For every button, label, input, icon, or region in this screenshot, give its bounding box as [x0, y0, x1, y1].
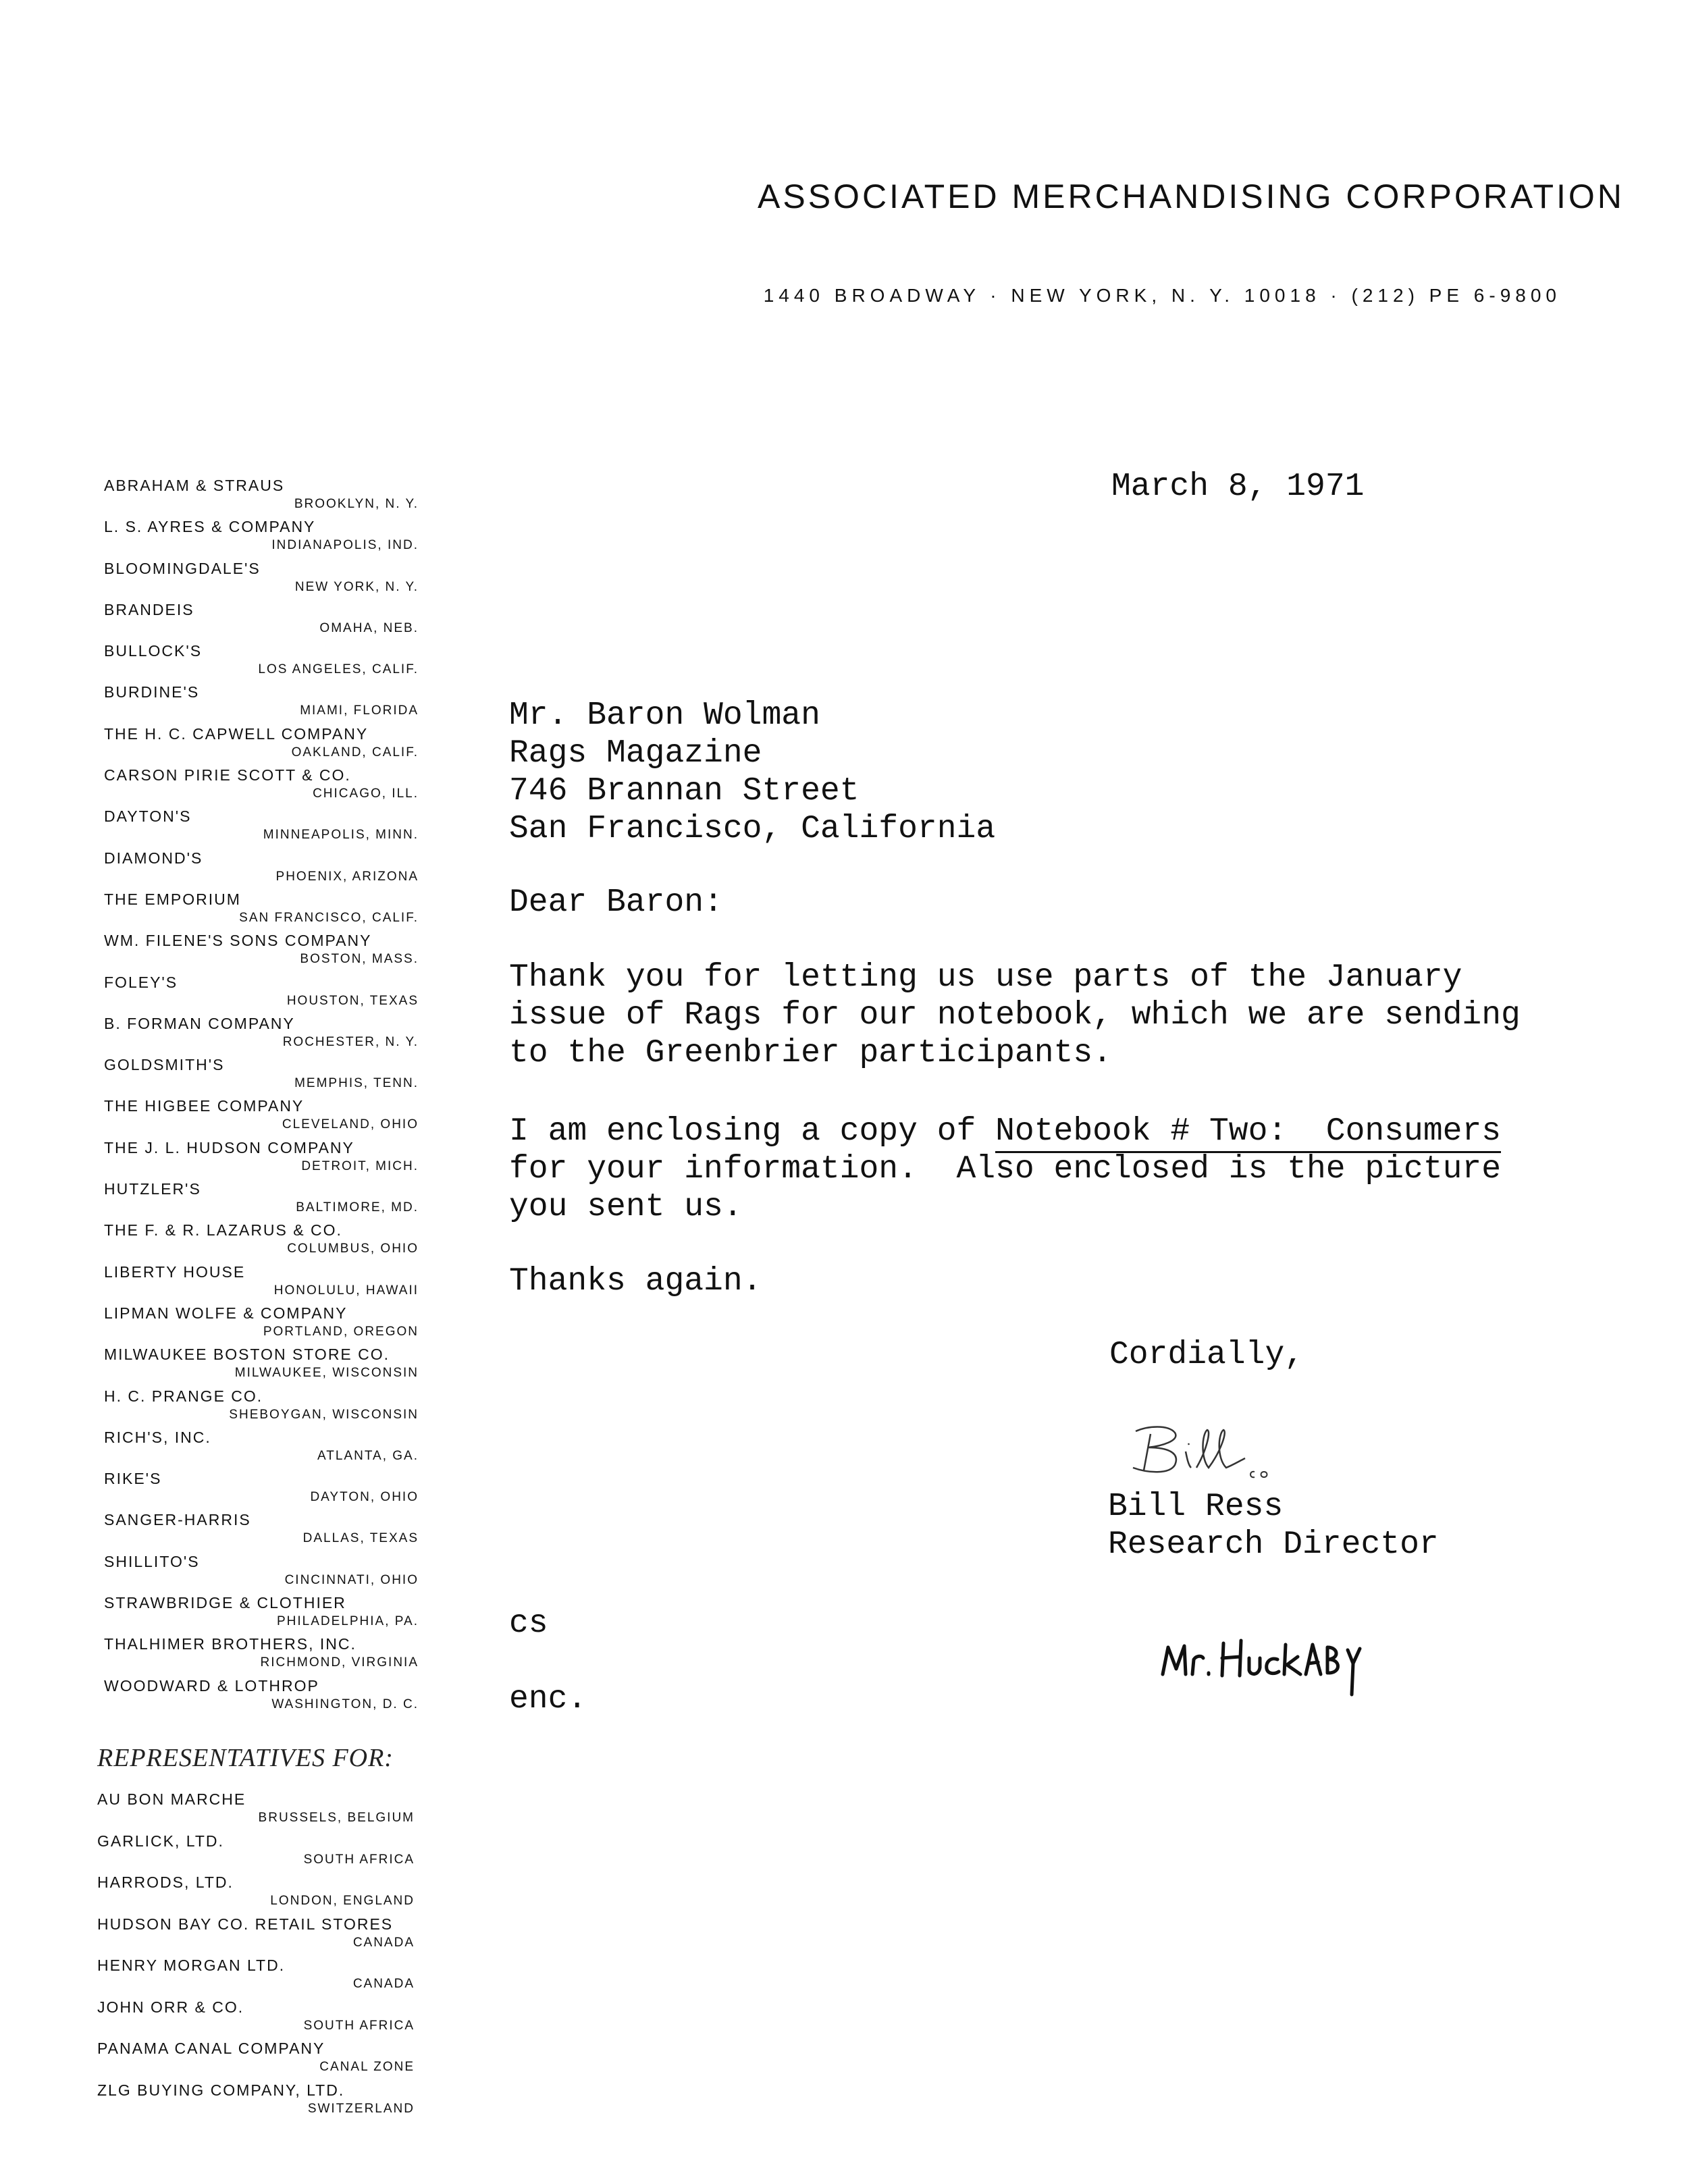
representatives-list	[95, 1790, 415, 2123]
signer-title: Research Director	[1108, 1526, 1439, 1563]
store-location: BOSTON, MASS.	[300, 952, 419, 967]
store-entry	[95, 1553, 419, 1594]
store-entry	[95, 1677, 419, 1718]
representative-entry	[95, 1956, 415, 1998]
store-location: CINCINNATI, OHIO	[284, 1572, 419, 1587]
store-location: RICHMOND, VIRGINIA	[260, 1655, 419, 1670]
representative-entry	[95, 1915, 415, 1957]
body-text: I am enclosing a copy of	[509, 1113, 996, 1150]
store-name: PANAMA CANAL COMPANY	[97, 2040, 325, 2057]
store-location: MINNEAPOLIS, MINN.	[263, 828, 419, 843]
body-line: Thank you for letting us use parts of the January	[509, 959, 1462, 996]
store-location: ATLANTA, GA.	[317, 1448, 419, 1463]
store-location: CLEVELAND, OHIO	[282, 1117, 419, 1132]
body-paragraph-3: Thanks again.	[509, 1263, 762, 1300]
store-location: DALLAS, TEXAS	[302, 1531, 419, 1546]
store-location: SWITZERLAND	[307, 2101, 415, 2116]
store-entry	[95, 1594, 419, 1635]
store-location: PHOENIX, ARIZONA	[275, 869, 419, 884]
recipient-line: San Francisco, California	[509, 811, 996, 847]
store-name: CARSON PIRIE SCOTT & CO.	[104, 766, 351, 784]
store-location: ROCHESTER, N. Y.	[282, 1034, 419, 1049]
store-name: RIKE'S	[104, 1470, 162, 1488]
store-entry	[95, 725, 419, 766]
store-entry	[95, 890, 419, 932]
store-entry	[95, 1015, 419, 1056]
store-location: PHILADELPHIA, PA.	[277, 1614, 419, 1629]
store-entry	[95, 932, 419, 973]
store-name: THE J. L. HUDSON COMPANY	[104, 1138, 354, 1156]
store-name: SHILLITO'S	[104, 1552, 200, 1570]
representative-entry	[95, 1832, 415, 1874]
store-name: THE F. & R. LAZARUS & CO.	[104, 1221, 342, 1240]
handwritten-signature	[1121, 1411, 1283, 1485]
store-name: FOLEY'S	[104, 973, 178, 991]
representative-entry	[95, 1790, 415, 1832]
store-name: GARLICK, LTD.	[97, 1832, 224, 1850]
store-name: BLOOMINGDALE'S	[104, 559, 261, 577]
letter-date: March 8, 1971	[1111, 469, 1365, 505]
store-location: BROOKLYN, N. Y.	[294, 497, 419, 511]
store-name: DIAMOND'S	[104, 849, 203, 867]
store-entry	[95, 1470, 419, 1511]
signer-name: Bill Ress	[1108, 1489, 1284, 1525]
store-entry	[95, 1097, 419, 1138]
store-entry	[95, 1221, 419, 1262]
store-name: L. S. AYRES & COMPANY	[104, 518, 316, 536]
store-entry	[95, 601, 419, 642]
store-name: THE EMPORIUM	[104, 890, 241, 908]
store-name: BURDINE'S	[104, 683, 200, 701]
store-name: BULLOCK'S	[104, 642, 203, 660]
store-entry	[95, 560, 419, 601]
body-line: you sent us.	[509, 1189, 743, 1225]
recipient-line: Rags Magazine	[509, 735, 762, 772]
store-entry	[95, 1387, 419, 1429]
store-name: STRAWBRIDGE & CLOTHIER	[104, 1594, 346, 1612]
store-location: BALTIMORE, MD.	[296, 1200, 419, 1215]
store-name: THALHIMER BROTHERS, INC.	[104, 1635, 357, 1653]
store-location: CHICAGO, ILL.	[313, 787, 419, 801]
store-name: LIPMAN WOLFE & COMPANY	[104, 1304, 348, 1322]
store-location: DAYTON, OHIO	[310, 1490, 419, 1505]
store-name: SANGER-HARRIS	[104, 1511, 251, 1529]
store-location: PORTLAND, OREGON	[263, 1324, 419, 1339]
store-location: MEMPHIS, TENN.	[294, 1076, 419, 1091]
store-location: INDIANAPOLIS, IND.	[271, 538, 419, 553]
store-location: CANADA	[352, 1935, 415, 1950]
signature-block	[1108, 1488, 1439, 1564]
store-location: DETROIT, MICH.	[301, 1158, 419, 1173]
representative-entry	[95, 2040, 415, 2081]
store-name: HENRY MORGAN LTD.	[97, 1956, 286, 1974]
body-line	[509, 1113, 1501, 1150]
store-name: HUTZLER'S	[104, 1180, 201, 1198]
store-location: COLUMBUS, OHIO	[287, 1242, 419, 1256]
store-location: HONOLULU, HAWAII	[273, 1283, 419, 1298]
store-entry	[95, 683, 419, 724]
store-name: ZLG BUYING COMPANY, LTD.	[97, 2081, 345, 2099]
store-location: OMAHA, NEB.	[319, 620, 419, 635]
store-location: WASHINGTON, D. C.	[271, 1697, 419, 1711]
letterhead-company-name: ASSOCIATED MERCHANDISING CORPORATION	[758, 178, 1625, 215]
store-name: WM. FILENE'S SONS COMPANY	[104, 932, 372, 950]
store-name: AU BON MARCHE	[97, 1790, 246, 1808]
salutation: Dear Baron:	[509, 884, 723, 921]
body-line: to the Greenbrier participants.	[509, 1035, 1112, 1071]
recipient-line: Mr. Baron Wolman	[509, 697, 820, 734]
store-name: ABRAHAM & STRAUS	[104, 477, 285, 494]
store-entry	[95, 477, 419, 518]
notebook-title: Notebook # Two: Consumers	[995, 1113, 1501, 1153]
store-location: SAN FRANCISCO, CALIF.	[239, 910, 419, 925]
handwritten-note	[1159, 1627, 1388, 1701]
store-location: NEW YORK, N. Y.	[294, 579, 419, 594]
store-entry	[95, 849, 419, 890]
store-entry	[95, 1263, 419, 1304]
store-entry	[95, 1511, 419, 1552]
store-location: CANADA	[352, 1977, 415, 1991]
store-entry	[95, 1429, 419, 1470]
store-name: LIBERTY HOUSE	[104, 1262, 246, 1281]
store-location: MILWAUKEE, WISCONSIN	[234, 1366, 419, 1381]
representative-entry	[95, 1998, 415, 2040]
recipient-address	[509, 697, 995, 848]
store-location: BRUSSELS, BELGIUM	[258, 1811, 415, 1825]
store-entry	[95, 1304, 419, 1346]
body-paragraph-2	[509, 1113, 1501, 1226]
representative-entry	[95, 1873, 415, 1915]
store-entry	[95, 766, 419, 807]
store-location: SOUTH AFRICA	[303, 1852, 415, 1867]
representative-entry	[95, 2081, 415, 2123]
store-entry	[95, 1180, 419, 1221]
store-entry	[95, 1139, 419, 1180]
typist-initials: cs	[509, 1605, 548, 1642]
body-line: for your information. Also enclosed is the picture	[509, 1151, 1502, 1188]
store-entry	[95, 1635, 419, 1676]
store-location: LOS ANGELES, CALIF.	[258, 662, 419, 677]
store-location: HOUSTON, TEXAS	[286, 993, 419, 1008]
store-entry	[95, 807, 419, 849]
store-entry	[95, 1346, 419, 1387]
store-entry	[95, 974, 419, 1015]
store-name: MILWAUKEE BOSTON STORE CO.	[104, 1346, 390, 1364]
store-entry	[95, 642, 419, 683]
body-paragraph-1	[509, 959, 1521, 1072]
store-name: BRANDEIS	[104, 600, 194, 618]
store-name: THE HIGBEE COMPANY	[104, 1097, 305, 1115]
store-location: MIAMI, FLORIDA	[300, 703, 419, 718]
store-entry	[95, 518, 419, 559]
store-location: OAKLAND, CALIF.	[291, 745, 419, 760]
store-name: B. FORMAN COMPANY	[104, 1014, 295, 1032]
representatives-heading: REPRESENTATIVES FOR:	[97, 1744, 394, 1772]
recipient-line: 746 Brannan Street	[509, 773, 860, 809]
store-location: CANAL ZONE	[319, 2060, 415, 2074]
store-name: WOODWARD & LOTHROP	[104, 1676, 319, 1695]
letterhead-address: 1440 BROADWAY · NEW YORK, N. Y. 10018 · (212) PE 6-9800	[763, 285, 1561, 306]
enclosure-notation: enc.	[509, 1681, 587, 1717]
store-location: SHEBOYGAN, WISCONSIN	[229, 1407, 419, 1422]
body-line: issue of Rags for our notebook, which we are sending	[509, 997, 1521, 1034]
store-name: DAYTON'S	[104, 807, 192, 826]
store-name: HUDSON BAY CO. RETAIL STORES	[97, 1915, 394, 1933]
store-name: THE H. C. CAPWELL COMPANY	[104, 724, 369, 743]
member-stores-list	[95, 477, 419, 1718]
store-entry	[95, 1056, 419, 1097]
store-location: LONDON, ENGLAND	[270, 1894, 415, 1908]
store-name: HARRODS, LTD.	[97, 1873, 234, 1891]
store-name: JOHN ORR & CO.	[97, 1998, 244, 2016]
store-location: SOUTH AFRICA	[303, 2018, 415, 2033]
store-name: RICH'S, INC.	[104, 1428, 211, 1446]
closing: Cordially,	[1109, 1337, 1304, 1373]
store-name: H. C. PRANGE CO.	[104, 1387, 263, 1405]
store-name: GOLDSMITH'S	[104, 1056, 225, 1074]
